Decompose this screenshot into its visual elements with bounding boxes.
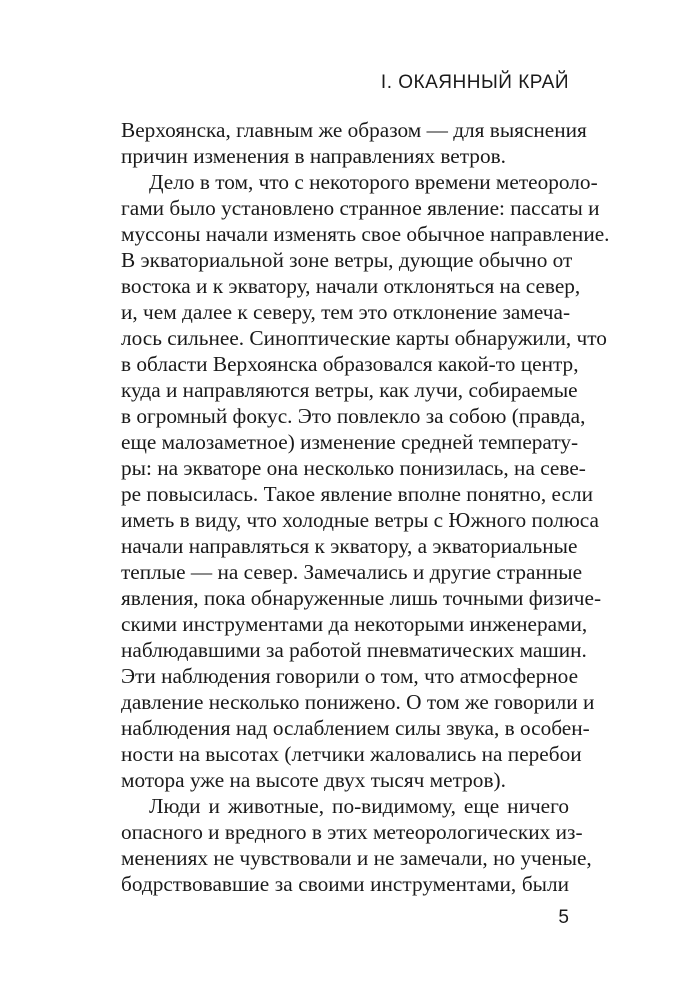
text-line: начали направляться к экватору, а экваториальные	[121, 534, 578, 558]
text-line: наблюдавшими за работой пневматических машин.	[121, 638, 587, 662]
text-line: лось сильнее. Синоптические карты обнаружили, что	[121, 326, 607, 350]
text-line: Дело в том, что с некоторого времени метеороло-	[149, 170, 598, 194]
text-line: менениях не чувствовали и не замечали, но ученые,	[121, 846, 592, 870]
text-line: явления, пока обнаруженные лишь точными физиче-	[121, 586, 602, 610]
text-line: иметь в виду, что холодные ветры с Южного полюса	[121, 508, 599, 532]
text-line: в огромный фокус. Это повлекло за собою (правда,	[121, 404, 586, 428]
text-line: опасного и вредного в этих метеорологических из-	[121, 820, 583, 844]
text-line: В экваториальной зоне ветры, дующие обычно от	[121, 248, 573, 272]
text-line: давление несколько понижено. О том же говорили и	[121, 690, 595, 714]
text-line: муссоны начали изменять свое обычное направление.	[121, 222, 610, 246]
text-line: куда и направляются ветры, как лучи, собираемые	[121, 378, 578, 402]
text-line: Люди и животные, по-видимому, еще ничего	[149, 794, 569, 818]
text-line: в области Верхоянска образовался какой-то центр,	[121, 352, 579, 376]
text-line: ре повысилась. Такое явление вполне понятно, если	[121, 482, 594, 506]
body-text	[121, 117, 610, 897]
paragraph	[121, 169, 610, 793]
text-line: и, чем далее к северу, тем это отклонение замеча-	[121, 300, 571, 324]
text-line: Верхоянска, главным же образом — для выяснения	[121, 118, 587, 142]
text-line: бодрствовавшие за своими инструментами, были	[121, 872, 569, 896]
text-line: гами было установлено странное явление: пассаты и	[121, 196, 600, 220]
paragraph	[121, 793, 592, 897]
text-line: востока и к экватору, начали отклоняться на север,	[121, 274, 581, 298]
text-line: еще малозаметное) изменение средней температу-	[121, 430, 579, 454]
text-line: Эти наблюдения говорили о том, что атмосферное	[121, 664, 579, 688]
text-line: ности на высотах (летчики жаловались на перебои	[121, 742, 582, 766]
text-line: скими инструментами да некоторыми инженерами,	[121, 612, 588, 636]
text-line: причин изменения в направлениях ветров.	[121, 144, 506, 168]
text-line: мотора уже на высоте двух тысяч метров).	[121, 768, 506, 792]
text-line: ры: на экваторе она несколько понизилась, на севе-	[121, 456, 586, 480]
paragraph	[121, 117, 587, 169]
text-line: наблюдения над ослаблением силы звука, в особен-	[121, 716, 590, 740]
text-line: теплые — на север. Замечались и другие странные	[121, 560, 583, 584]
running-head: I. ОКАЯННЫЙ КРАЙ	[380, 72, 569, 93]
page-number: 5	[558, 907, 569, 928]
